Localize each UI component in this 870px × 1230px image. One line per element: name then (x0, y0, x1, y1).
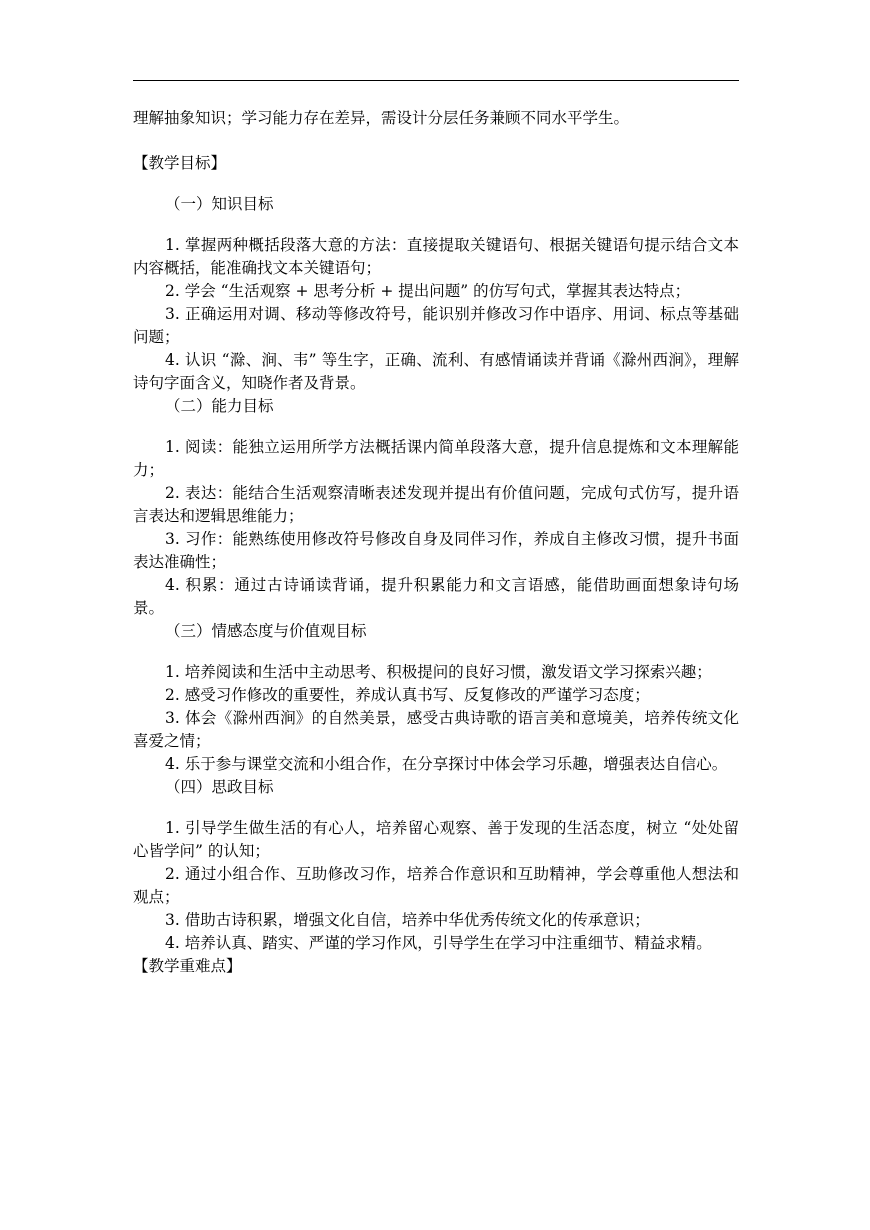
list-item: 3. 体会《滁州西涧》的自然美景，感受古典诗歌的语言美和意境美，培养传统文化喜爱之情； (133, 709, 739, 750)
list-item: 1. 引导学生做生活的有心人，培养留心观察、善于发现的生活态度，树立 “处处留心皆学问” 的认知； (133, 819, 739, 860)
header-rule (133, 80, 739, 81)
list-item: 4. 积累：通过古诗诵读背诵，提升积累能力和文言语感，能借助画面想象诗句场景。 (133, 576, 739, 617)
subheading-ideology: （四）思政目标 (165, 778, 274, 796)
section-heading-teaching-goals: 【教学目标】 (133, 154, 227, 172)
section-heading-key-difficulties: 【教学重难点】 (133, 957, 242, 975)
list-item: 4. 培养认真、踏实、严谨的学习作风，引导学生在学习中注重细节、精益求精。 (165, 934, 712, 952)
intro-line: 理解抽象知识；学习能力存在差异，需设计分层任务兼顾不同水平学生。 (133, 109, 630, 127)
list-item: 4. 认识 “滁、涧、韦” 等生字，正确、流利、有感情诵读并背诵《滁州西涧》，理解诗句字面含义，知晓作者及背景。 (133, 351, 739, 392)
goal-group-ability (133, 395, 739, 620)
list-item: 1. 培养阅读和生活中主动思考、积极提问的良好习惯，激发语文学习探索兴趣； (165, 663, 712, 681)
subheading-emotion-values: （三）情感态度与价值观目标 (165, 622, 367, 640)
subheading-knowledge: （一）知识目标 (165, 195, 274, 213)
list-item: 1. 阅读：能独立运用所学方法概括课内简单段落大意，提升信息提炼和文本理解能力； (133, 438, 739, 479)
list-item: 2. 表达：能结合生活观察清晰表述发现并提出有价值问题，完成句式仿写，提升语言表达和逻辑思维能力； (133, 484, 739, 525)
subheading-ability: （二）能力目标 (165, 397, 274, 415)
goal-group-ideology (133, 776, 739, 955)
goal-group-emotion-values (133, 620, 739, 776)
list-item: 1. 掌握两种概括段落大意的方法：直接提取关键语句、根据关键语句提示结合文本内容概括，能准确找文本关键语句； (133, 236, 739, 277)
list-item: 3. 习作：能熟练使用修改符号修改自身及同伴习作，养成自主修改习惯，提升书面表达准确性； (133, 530, 739, 571)
list-item: 2. 学会 “生活观察 + 思考分析 + 提出问题” 的仿写句式，掌握其表达特点； (165, 282, 691, 300)
list-item: 3. 借助古诗积累，增强文化自信，培养中华优秀传统文化的传承意识； (165, 911, 650, 929)
goal-group-knowledge (133, 193, 739, 395)
document-body (133, 107, 739, 978)
list-item: 3. 正确运用对调、移动等修改符号，能识别并修改习作中语序、用词、标点等基础问题； (133, 305, 739, 346)
list-item: 2. 通过小组合作、互助修改习作，培养合作意识和互助精神，学会尊重他人想法和观点； (133, 865, 739, 906)
list-item: 2. 感受习作修改的重要性，养成认真书写、反复修改的严谨学习态度； (165, 686, 650, 704)
list-item: 4. 乐于参与课堂交流和小组合作，在分享探讨中体会学习乐趣，增强表达自信心。 (165, 755, 728, 773)
